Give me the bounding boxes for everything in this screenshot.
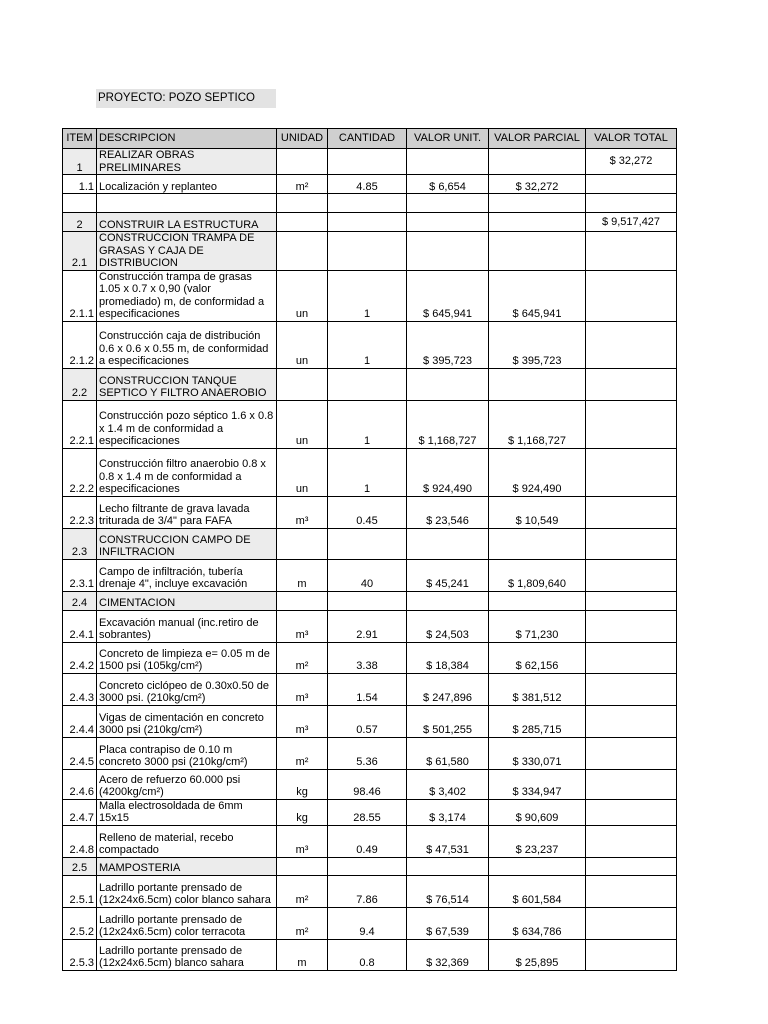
- project-title: PROYECTO: POZO SEPTICO: [96, 89, 276, 108]
- cell-description: Ladrillo portante prensado de (12x24x6.5cm) color terracota: [97, 907, 277, 939]
- subchapter-row: [63, 528, 677, 559]
- cell-item: 2.1.2: [63, 321, 97, 368]
- header-valor-total: VALOR TOTAL: [586, 129, 677, 149]
- cell-quantity: 98.46: [328, 769, 407, 799]
- cell-unit-value: $ 247,896: [407, 673, 489, 705]
- cell-description: Placa contrapiso de 0.10 m concreto 3000 psi (210kg/cm²): [97, 737, 277, 769]
- cell-item: 2.4.3: [63, 673, 97, 705]
- cell-quantity: [328, 591, 407, 610]
- table-row: [63, 642, 677, 673]
- cell-total-value: [586, 528, 677, 559]
- header-descripcion: DESCRIPCION: [97, 129, 277, 149]
- cell-quantity: 7.86: [328, 875, 407, 907]
- cell-total-value: [586, 368, 677, 400]
- cell-unit: m³: [277, 825, 328, 857]
- cell-item: 1: [63, 149, 97, 175]
- cell-description: Construcción caja de distribución 0.6 x 0.6 x 0.55 m, de conformidad a especificaciones: [97, 321, 277, 368]
- cell-unit: m³: [277, 673, 328, 705]
- cell-unit-value: $ 501,255: [407, 705, 489, 737]
- cell-description: CIMENTACION: [97, 591, 277, 610]
- cell-partial-value: $ 71,230: [489, 610, 586, 642]
- cell-unit-value: $ 23,546: [407, 496, 489, 528]
- cell-total-value: [586, 610, 677, 642]
- chapter-row: [63, 149, 677, 175]
- cell-partial-value: [489, 194, 586, 213]
- cell-unit: [277, 528, 328, 559]
- cell-partial-value: $ 285,715: [489, 705, 586, 737]
- cell-quantity: 1: [328, 321, 407, 368]
- cell-quantity: [328, 194, 407, 213]
- cell-item: 2: [63, 213, 97, 232]
- cell-unit-value: $ 32,369: [407, 939, 489, 970]
- cell-partial-value: [489, 857, 586, 875]
- cell-partial-value: [489, 528, 586, 559]
- cell-description: [97, 194, 277, 213]
- header-cantidad: CANTIDAD: [328, 129, 407, 149]
- cell-unit-value: $ 67,539: [407, 907, 489, 939]
- cell-unit: kg: [277, 799, 328, 825]
- cell-description: Excavación manual (inc.retiro de sobrantes): [97, 610, 277, 642]
- subchapter-row: [63, 232, 677, 271]
- cell-unit: un: [277, 448, 328, 496]
- cell-description: CONSTRUCCION TANQUE SEPTICO Y FILTRO ANAEROBIO: [97, 368, 277, 400]
- cell-total-value: [586, 939, 677, 970]
- cell-item: 2.4.2: [63, 642, 97, 673]
- cell-quantity: [328, 528, 407, 559]
- cell-total-value: [586, 705, 677, 737]
- cell-partial-value: $ 330,071: [489, 737, 586, 769]
- cell-partial-value: $ 645,941: [489, 270, 586, 321]
- cell-total-value: [586, 194, 677, 213]
- cell-description: Construcción filtro anaerobio 0.8 x 0.8 x 1.4 m de conformidad a especificaciones: [97, 448, 277, 496]
- cell-total-value: [586, 232, 677, 271]
- table-row: [63, 610, 677, 642]
- cell-unit-value: [407, 591, 489, 610]
- cell-unit: m²: [277, 642, 328, 673]
- cell-unit: un: [277, 270, 328, 321]
- cell-total-value: [586, 496, 677, 528]
- table-row: [63, 559, 677, 591]
- cell-unit: [277, 213, 328, 232]
- cell-total-value: [586, 448, 677, 496]
- cell-unit: [277, 149, 328, 175]
- cell-total-value: [586, 321, 677, 368]
- cell-total-value: [586, 175, 677, 194]
- cell-description: Construcción pozo séptico 1.6 x 0.8 x 1.4 m de conformidad a especificaciones: [97, 400, 277, 448]
- cell-partial-value: [489, 149, 586, 175]
- cell-total-value: [586, 642, 677, 673]
- cell-unit-value: [407, 232, 489, 271]
- cell-unit: m²: [277, 875, 328, 907]
- cell-partial-value: $ 23,237: [489, 825, 586, 857]
- cell-total-value: [586, 857, 677, 875]
- cell-unit-value: $ 924,490: [407, 448, 489, 496]
- subchapter-row: [63, 857, 677, 875]
- cell-unit-value: $ 47,531: [407, 825, 489, 857]
- cell-item: 2.5: [63, 857, 97, 875]
- cell-description: Malla electrosoldada de 6mm 15x15: [97, 799, 277, 825]
- cell-item: 2.5.2: [63, 907, 97, 939]
- cell-description: REALIZAR OBRAS PRELIMINARES: [97, 149, 277, 175]
- subchapter-row: [63, 591, 677, 610]
- cell-total-value: $ 9,517,427: [586, 213, 677, 232]
- budget-table: [62, 128, 677, 971]
- cell-quantity: 0.8: [328, 939, 407, 970]
- cell-total-value: [586, 875, 677, 907]
- cell-partial-value: $ 10,549: [489, 496, 586, 528]
- cell-quantity: [328, 368, 407, 400]
- cell-description: MAMPOSTERIA: [97, 857, 277, 875]
- header-valor-unit: VALOR UNIT.: [407, 129, 489, 149]
- cell-item: 2.5.3: [63, 939, 97, 970]
- header-valor-parcial: VALOR PARCIAL: [489, 129, 586, 149]
- cell-total-value: [586, 799, 677, 825]
- cell-partial-value: $ 334,947: [489, 769, 586, 799]
- cell-item: 2.4.1: [63, 610, 97, 642]
- cell-description: Concreto de limpieza e= 0.05 m de 1500 psi (105kg/cm²): [97, 642, 277, 673]
- cell-total-value: [586, 769, 677, 799]
- cell-unit: [277, 232, 328, 271]
- cell-quantity: 0.57: [328, 705, 407, 737]
- cell-unit-value: $ 3,174: [407, 799, 489, 825]
- cell-quantity: 1: [328, 400, 407, 448]
- cell-partial-value: $ 634,786: [489, 907, 586, 939]
- cell-description: Localización y replanteo: [97, 175, 277, 194]
- cell-partial-value: $ 1,168,727: [489, 400, 586, 448]
- cell-unit-value: $ 3,402: [407, 769, 489, 799]
- cell-total-value: [586, 400, 677, 448]
- cell-item: 1.1: [63, 175, 97, 194]
- cell-quantity: [328, 857, 407, 875]
- table-row: [63, 321, 677, 368]
- cell-unit: m³: [277, 705, 328, 737]
- cell-quantity: 1: [328, 448, 407, 496]
- table-row: [63, 673, 677, 705]
- cell-quantity: [328, 213, 407, 232]
- cell-quantity: 28.55: [328, 799, 407, 825]
- cell-quantity: 4.85: [328, 175, 407, 194]
- cell-quantity: 5.36: [328, 737, 407, 769]
- cell-item: 2.3: [63, 528, 97, 559]
- cell-unit-value: $ 6,654: [407, 175, 489, 194]
- cell-description: Ladrillo portante prensado de (12x24x6.5cm) blanco sahara: [97, 939, 277, 970]
- cell-unit-value: [407, 368, 489, 400]
- cell-unit-value: $ 24,503: [407, 610, 489, 642]
- cell-partial-value: [489, 232, 586, 271]
- budget-body: [63, 149, 677, 971]
- spacer-row: [63, 194, 677, 213]
- cell-total-value: [586, 559, 677, 591]
- cell-description: Concreto ciclópeo de 0.30x0.50 de 3000 psi. (210kg/cm²): [97, 673, 277, 705]
- cell-quantity: 0.49: [328, 825, 407, 857]
- cell-unit: m³: [277, 496, 328, 528]
- cell-unit-value: [407, 857, 489, 875]
- table-row: [63, 175, 677, 194]
- table-row: [63, 939, 677, 970]
- header-unidad: UNIDAD: [277, 129, 328, 149]
- cell-unit: un: [277, 400, 328, 448]
- cell-unit: m²: [277, 737, 328, 769]
- table-row: [63, 705, 677, 737]
- cell-unit-value: [407, 213, 489, 232]
- table-row: [63, 907, 677, 939]
- cell-unit-value: [407, 149, 489, 175]
- cell-description: Acero de refuerzo 60.000 psi (4200kg/cm²): [97, 769, 277, 799]
- cell-partial-value: [489, 213, 586, 232]
- cell-description: CONSTRUCCION TRAMPA DE GRASAS Y CAJA DE DISTRIBUCION: [97, 232, 277, 271]
- cell-description: CONSTRUIR LA ESTRUCTURA: [97, 213, 277, 232]
- cell-unit: m²: [277, 907, 328, 939]
- cell-quantity: 3.38: [328, 642, 407, 673]
- header-row: [63, 129, 677, 149]
- cell-quantity: 1.54: [328, 673, 407, 705]
- table-row: [63, 737, 677, 769]
- cell-quantity: 9.4: [328, 907, 407, 939]
- cell-partial-value: $ 395,723: [489, 321, 586, 368]
- cell-item: 2.4.6: [63, 769, 97, 799]
- table-row: [63, 448, 677, 496]
- cell-partial-value: $ 32,272: [489, 175, 586, 194]
- cell-unit: [277, 591, 328, 610]
- cell-partial-value: $ 25,895: [489, 939, 586, 970]
- cell-description: CONSTRUCCION CAMPO DE INFILTRACION: [97, 528, 277, 559]
- cell-partial-value: [489, 591, 586, 610]
- cell-description: Construcción trampa de grasas 1.05 x 0.7 x 0,90 (valor promediado) m, de conformidad a especificaciones: [97, 270, 277, 321]
- cell-unit: [277, 194, 328, 213]
- cell-unit: m³: [277, 610, 328, 642]
- cell-item: 2.1: [63, 232, 97, 271]
- cell-unit: kg: [277, 769, 328, 799]
- cell-item: [63, 194, 97, 213]
- cell-unit-value: $ 76,514: [407, 875, 489, 907]
- cell-partial-value: $ 924,490: [489, 448, 586, 496]
- table-row: [63, 799, 677, 825]
- cell-unit: [277, 857, 328, 875]
- cell-unit-value: $ 1,168,727: [407, 400, 489, 448]
- cell-item: 2.4: [63, 591, 97, 610]
- cell-unit-value: [407, 194, 489, 213]
- cell-description: Campo de infiltración, tubería drenaje 4", incluye excavación: [97, 559, 277, 591]
- cell-partial-value: [489, 368, 586, 400]
- cell-description: Ladrillo portante prensado de (12x24x6.5cm) color blanco sahara: [97, 875, 277, 907]
- cell-description: Vigas de cimentación en concreto 3000 psi (210kg/cm²): [97, 705, 277, 737]
- cell-quantity: [328, 232, 407, 271]
- chapter-row: [63, 213, 677, 232]
- cell-unit-value: $ 45,241: [407, 559, 489, 591]
- cell-description: Lecho filtrante de grava lavada triturada de 3/4" para FAFA: [97, 496, 277, 528]
- cell-total-value: [586, 737, 677, 769]
- cell-unit: m²: [277, 175, 328, 194]
- cell-quantity: 2.91: [328, 610, 407, 642]
- cell-unit-value: $ 395,723: [407, 321, 489, 368]
- cell-total-value: [586, 907, 677, 939]
- cell-partial-value: $ 90,609: [489, 799, 586, 825]
- cell-unit: m: [277, 559, 328, 591]
- cell-total-value: [586, 673, 677, 705]
- cell-item: 2.2.3: [63, 496, 97, 528]
- cell-item: 2.1.1: [63, 270, 97, 321]
- cell-item: 2.2: [63, 368, 97, 400]
- cell-partial-value: $ 601,584: [489, 875, 586, 907]
- table-row: [63, 825, 677, 857]
- cell-item: 2.2.2: [63, 448, 97, 496]
- cell-unit-value: $ 61,580: [407, 737, 489, 769]
- cell-item: 2.4.5: [63, 737, 97, 769]
- cell-partial-value: $ 1,809,640: [489, 559, 586, 591]
- cell-item: 2.4.4: [63, 705, 97, 737]
- cell-quantity: [328, 149, 407, 175]
- cell-item: 2.3.1: [63, 559, 97, 591]
- cell-unit-value: $ 645,941: [407, 270, 489, 321]
- header-item: ITEM: [63, 129, 97, 149]
- cell-partial-value: $ 381,512: [489, 673, 586, 705]
- cell-total-value: [586, 825, 677, 857]
- cell-total-value: [586, 591, 677, 610]
- cell-unit: un: [277, 321, 328, 368]
- cell-item: 2.2.1: [63, 400, 97, 448]
- cell-total-value: [586, 270, 677, 321]
- table-row: [63, 400, 677, 448]
- cell-item: 2.4.7: [63, 799, 97, 825]
- cell-total-value: $ 32,272: [586, 149, 677, 175]
- cell-quantity: 1: [328, 270, 407, 321]
- cell-description: Relleno de material, recebo compactado: [97, 825, 277, 857]
- table-row: [63, 496, 677, 528]
- table-row: [63, 769, 677, 799]
- cell-unit: m: [277, 939, 328, 970]
- cell-quantity: 0.45: [328, 496, 407, 528]
- table-row: [63, 875, 677, 907]
- cell-item: 2.4.8: [63, 825, 97, 857]
- cell-unit-value: [407, 528, 489, 559]
- subchapter-row: [63, 368, 677, 400]
- cell-partial-value: $ 62,156: [489, 642, 586, 673]
- table-row: [63, 270, 677, 321]
- cell-unit-value: $ 18,384: [407, 642, 489, 673]
- cell-unit: [277, 368, 328, 400]
- cell-item: 2.5.1: [63, 875, 97, 907]
- cell-quantity: 40: [328, 559, 407, 591]
